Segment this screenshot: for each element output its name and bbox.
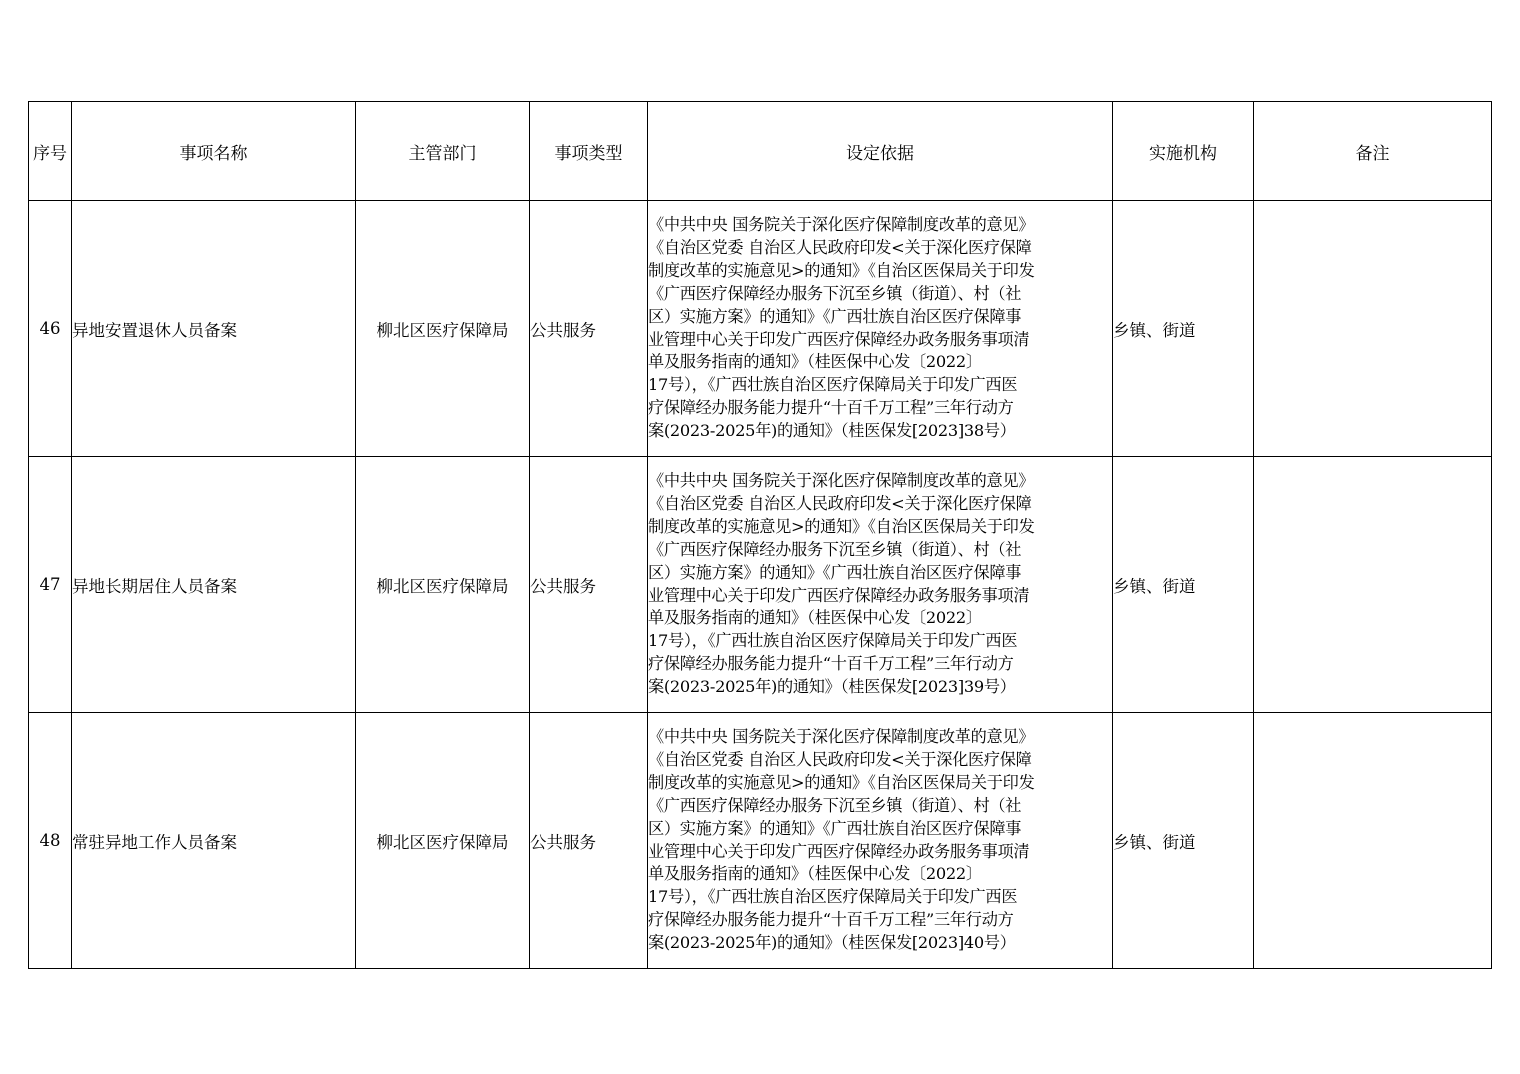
row-item-name: 常驻异地工作人员备案 <box>72 713 356 969</box>
basis-line: 区）实施方案》的通知》《广西壮族自治区医疗保障事 <box>648 818 1022 838</box>
row-dept: 柳北区医疗保障局 <box>356 201 530 457</box>
row-dept: 柳北区医疗保障局 <box>356 713 530 969</box>
row-type: 公共服务 <box>530 713 648 969</box>
row-org: 乡镇、街道 <box>1113 201 1254 457</box>
row-item-name: 异地安置退休人员备案 <box>72 201 356 457</box>
basis-line: 疗保障经办服务能力提升“十百千万工程”三年行动方 <box>648 398 1014 418</box>
basis-line: 区）实施方案》的通知》《广西壮族自治区医疗保障事 <box>648 562 1022 582</box>
basis-line: 《广西医疗保障经办服务下沉至乡镇（街道）、村（社 <box>648 539 1022 559</box>
row-item-name: 异地长期居住人员备案 <box>72 457 356 713</box>
table-row <box>29 201 1492 457</box>
basis-line: 业管理中心关于印发广西医疗保障经办政务服务事项清 <box>648 585 1030 605</box>
header-seq: 序号 <box>29 102 72 201</box>
header-type: 事项类型 <box>530 102 648 201</box>
basis-line: 《中共中央 国务院关于深化医疗保障制度改革的意见》 <box>648 726 1035 746</box>
header-org: 实施机构 <box>1113 102 1254 201</box>
table-row <box>29 457 1492 713</box>
basis-line: 案(2023-2025年)的通知》（桂医保发[2023]40号） <box>648 933 1016 953</box>
basis-line: 案(2023-2025年)的通知》（桂医保发[2023]39号） <box>648 677 1016 697</box>
basis-line: 《广西医疗保障经办服务下沉至乡镇（街道）、村（社 <box>648 795 1022 815</box>
row-basis <box>648 713 1113 969</box>
basis-line: 疗保障经办服务能力提升“十百千万工程”三年行动方 <box>648 910 1014 930</box>
basis-line: 《中共中央 国务院关于深化医疗保障制度改革的意见》 <box>648 214 1035 234</box>
row-type: 公共服务 <box>530 201 648 457</box>
row-note <box>1254 201 1492 457</box>
basis-line: 《自治区党委 自治区人民政府印发<关于深化医疗保障 <box>648 749 1032 769</box>
basis-line: 单及服务指南的通知》（桂医保中心发〔2022〕 <box>648 608 982 628</box>
header-basis: 设定依据 <box>648 102 1113 201</box>
basis-line: 单及服务指南的通知》（桂医保中心发〔2022〕 <box>648 864 982 884</box>
basis-line: 《自治区党委 自治区人民政府印发<关于深化医疗保障 <box>648 493 1032 513</box>
row-note <box>1254 457 1492 713</box>
basis-line: 业管理中心关于印发广西医疗保障经办政务服务事项清 <box>648 329 1030 349</box>
basis-line: 《自治区党委 自治区人民政府印发<关于深化医疗保障 <box>648 237 1032 257</box>
row-dept: 柳北区医疗保障局 <box>356 457 530 713</box>
row-org: 乡镇、街道 <box>1113 713 1254 969</box>
header-note: 备注 <box>1254 102 1492 201</box>
table-row <box>29 713 1492 969</box>
basis-line: 疗保障经办服务能力提升“十百千万工程”三年行动方 <box>648 654 1014 674</box>
basis-line: 单及服务指南的通知》（桂医保中心发〔2022〕 <box>648 352 982 372</box>
service-items-table <box>28 101 1492 969</box>
basis-line: 17号），《广西壮族自治区医疗保障局关于印发广西医 <box>648 887 1018 907</box>
basis-line: 17号），《广西壮族自治区医疗保障局关于印发广西医 <box>648 375 1018 395</box>
basis-line: 区）实施方案》的通知》《广西壮族自治区医疗保障事 <box>648 306 1022 326</box>
basis-line: 业管理中心关于印发广西医疗保障经办政务服务事项清 <box>648 841 1030 861</box>
basis-line: 案(2023-2025年)的通知》（桂医保发[2023]38号） <box>648 421 1016 441</box>
basis-line: 制度改革的实施意见>的通知》《自治区医保局关于印发 <box>648 772 1035 792</box>
basis-line: 17号），《广西壮族自治区医疗保障局关于印发广西医 <box>648 631 1018 651</box>
header-row <box>29 102 1492 201</box>
row-type: 公共服务 <box>530 457 648 713</box>
row-seq: 46 <box>29 201 72 457</box>
row-basis <box>648 457 1113 713</box>
header-name: 事项名称 <box>72 102 356 201</box>
basis-line: 《中共中央 国务院关于深化医疗保障制度改革的意见》 <box>648 470 1035 490</box>
row-org: 乡镇、街道 <box>1113 457 1254 713</box>
basis-line: 制度改革的实施意见>的通知》《自治区医保局关于印发 <box>648 516 1035 536</box>
basis-line: 制度改革的实施意见>的通知》《自治区医保局关于印发 <box>648 260 1035 280</box>
row-note <box>1254 713 1492 969</box>
row-basis <box>648 201 1113 457</box>
header-dept: 主管部门 <box>356 102 530 201</box>
basis-line: 《广西医疗保障经办服务下沉至乡镇（街道）、村（社 <box>648 283 1022 303</box>
row-seq: 47 <box>29 457 72 713</box>
row-seq: 48 <box>29 713 72 969</box>
